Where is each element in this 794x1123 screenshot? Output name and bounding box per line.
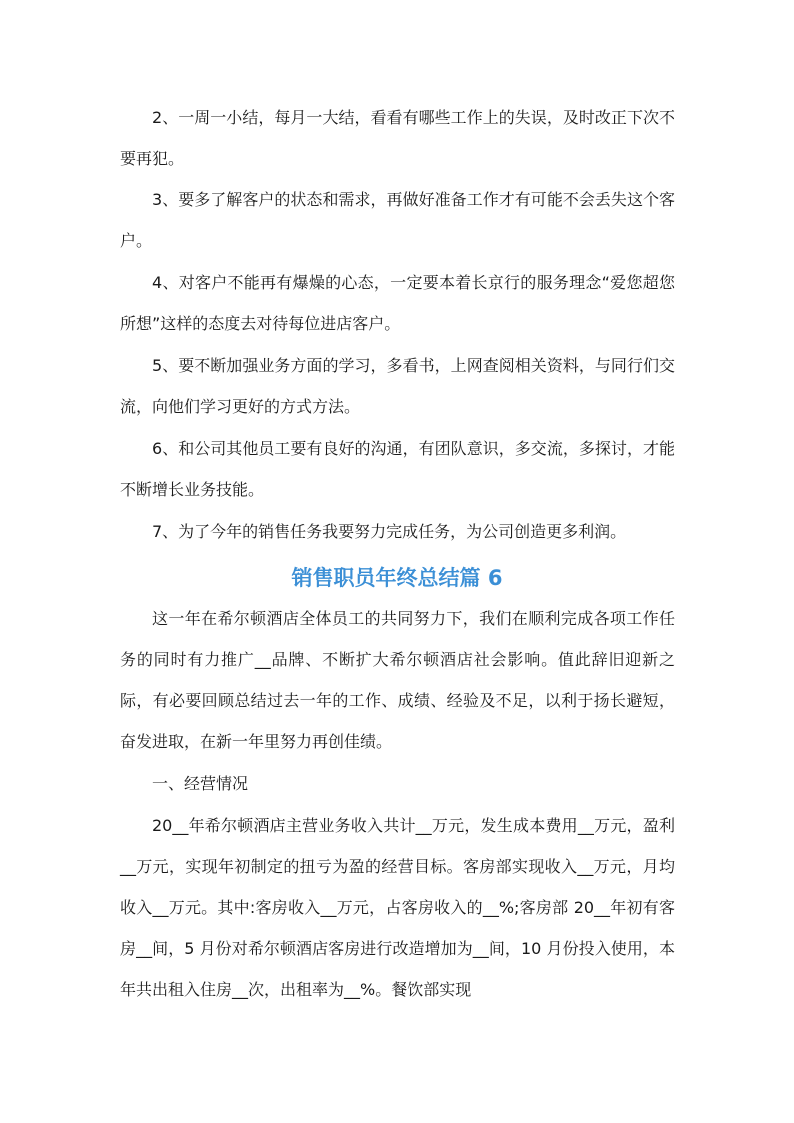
list-item-6: 6、和公司其他员工要有良好的沟通，有团队意识，多交流，多探讨，才能不断增长业务技能。 (120, 439, 675, 499)
list-item-7: 7、为了今年的销售任务我要努力完成任务，为公司创造更多利润。 (152, 522, 627, 541)
body-paragraph: 20__年希尔顿酒店主营业务收入共计__万元，发生成本费用__万元，盈利__万元，实现年初制定的扭亏为盈的经营目标。客房部实现收入__万元，月均收入__万元。其中:客房收入__万元，占客房收入的__%;客房部 20__年初有客房__间，5 月份对希尔顿酒店客房进行改造增加为__间，10 月份投入使用，本年共出租入住房__次，出租率为__%。餐饮部实现 (120, 816, 675, 999)
intro-paragraph: 这一年在希尔顿酒店全体员工的共同努力下，我们在顺利完成各项工作任务的同时有力推广__品牌、不断扩大希尔顿酒店社会影响。值此辞旧迎新之际，有必要回顾总结过去一年的工作、成绩、经验及不足，以利于扬长避短，奋发进取，在新一年里努力再创佳绩。 (120, 609, 675, 751)
list-item-4: 4、对客户不能再有爆燥的心态，一定要本着长京行的服务理念“爱您超您所想”这样的态度去对待每位进店客户。 (120, 273, 675, 333)
list-item-2: 2、一周一小结，每月一大结，看看有哪些工作上的失误，及时改正下次不要再犯。 (120, 108, 675, 168)
section-title: 销售职员年终总结篇 6 (291, 566, 503, 590)
list-item-5: 5、要不断加强业务方面的学习，多看书，上网查阅相关资料，与同行们交流，向他们学习更好的方式方法。 (120, 356, 675, 416)
list-item-3: 3、要多了解客户的状态和需求，再做好准备工作才有可能不会丢失这个客户。 (120, 190, 675, 250)
subheading: 一、经营情况 (152, 774, 249, 793)
